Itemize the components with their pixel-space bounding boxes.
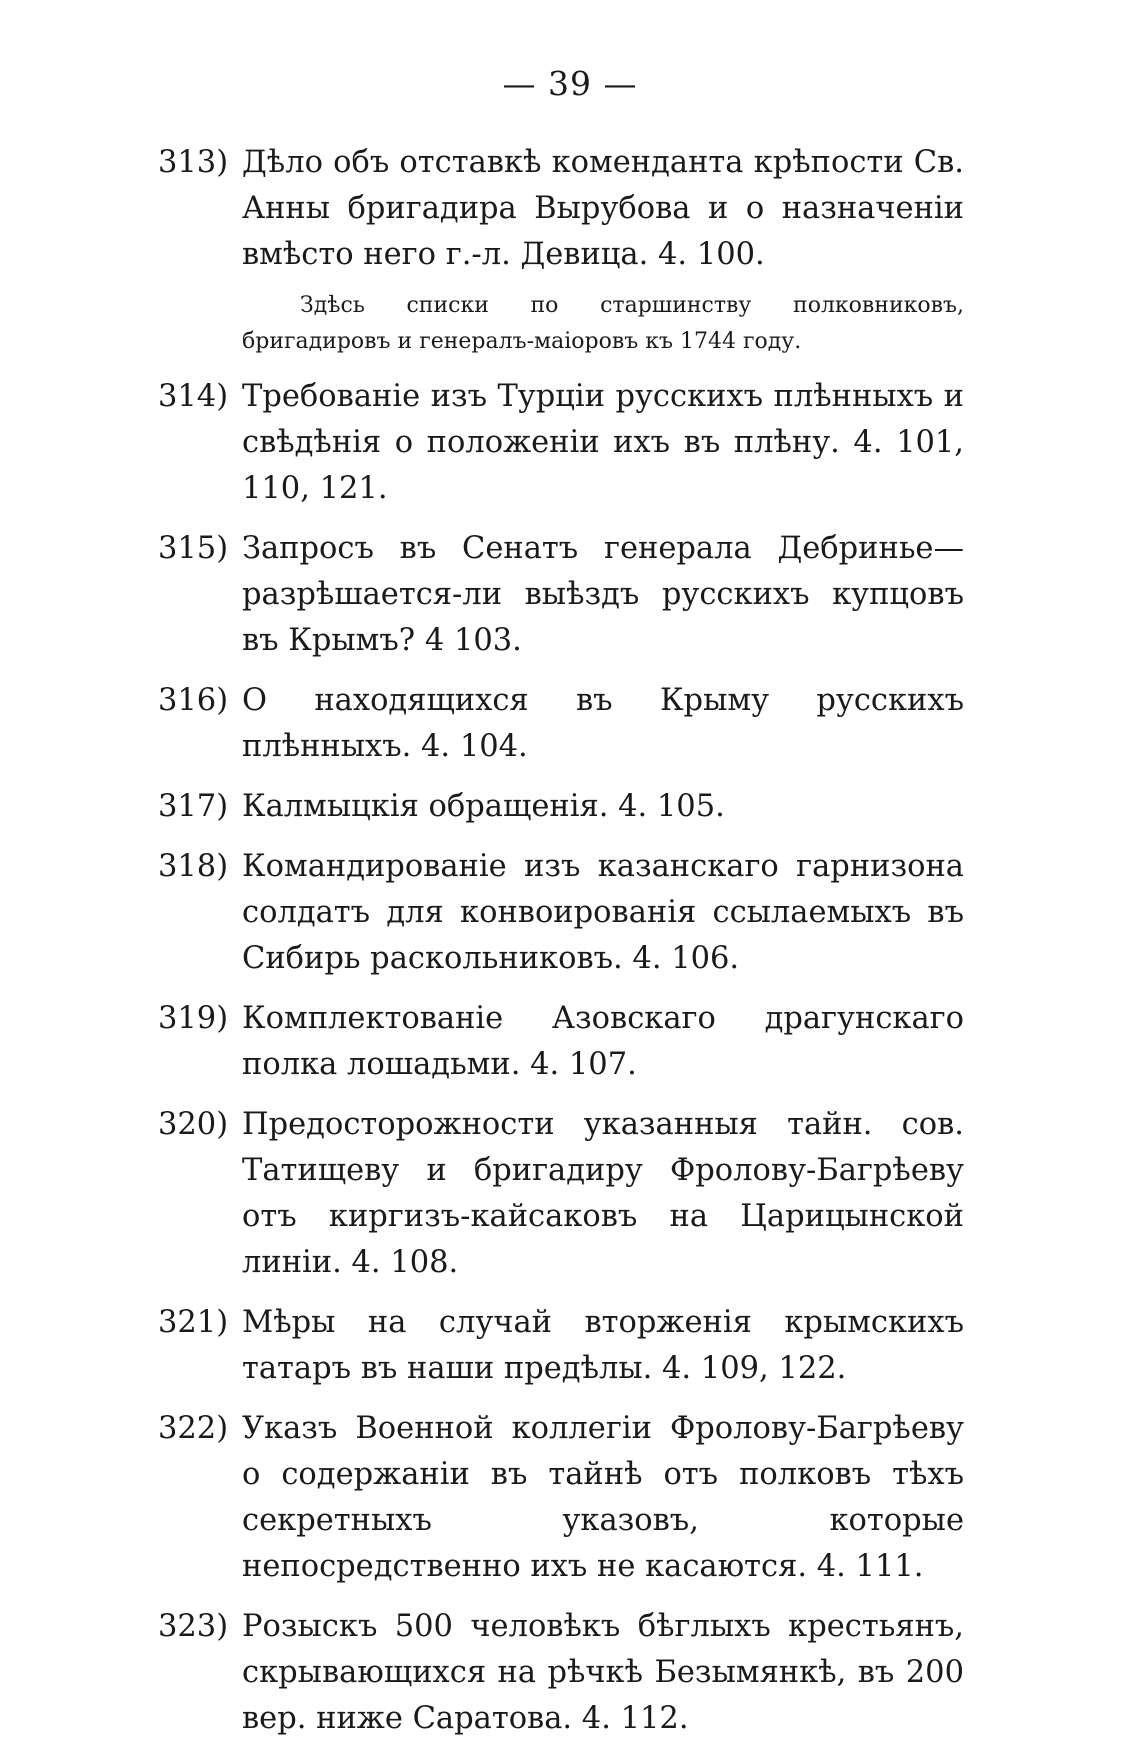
entry-text: Калмыцкія обращенія. 4. 105. bbox=[242, 789, 725, 824]
entry-text: Розыскъ 500 человѣкъ бѣглыхъ крестьянъ, скрывающихся на рѣчкѣ Безымянкѣ, въ 200 вер. ниже Саратова. 4. 112. bbox=[242, 1609, 964, 1736]
entry-number: 323) bbox=[158, 1609, 229, 1644]
entry-number: 320) bbox=[158, 1107, 229, 1142]
page-number: — 39 — bbox=[502, 64, 638, 103]
entry-text: Требованіе изъ Турціи русскихъ плѣнныхъ и свѣдѣнія о положеніи ихъ въ плѣну. 4. 101, 110, 121. bbox=[242, 379, 964, 506]
entry-text: Предосторожности указанныя тайн. сов. Татищеву и бригадиру Фролову-Багрѣеву отъ киргизъ-кайсаковъ на Царицынской линіи. 4. 108. bbox=[242, 1107, 964, 1280]
entry-number: 317) bbox=[158, 789, 229, 824]
entry-text: Командированіе изъ казанскаго гарнизона солдатъ для конвоированія ссылаемыхъ въ Сибирь раскольниковъ. 4. 106. bbox=[242, 849, 964, 976]
entry-text: Указъ Военной коллегіи Фролову-Багрѣеву о содержаніи въ тайнѣ отъ полковъ тѣхъ секретныхъ указовъ, которые непосредственно ихъ не касаются. 4. 111. bbox=[242, 1411, 964, 1584]
entry-text: Комплектованіе Азовскаго драгунскаго полка лошадьми. 4. 107. bbox=[242, 1001, 964, 1082]
entry-number: 313) bbox=[158, 145, 229, 180]
entry-list bbox=[158, 140, 964, 1756]
entry-text: Дѣло объ отставкѣ коменданта крѣпости Св. Анны бригадира Вырубова и о назначеніи вмѣсто него г.-л. Девица. 4. 100. bbox=[242, 145, 964, 272]
list-item bbox=[158, 996, 964, 1088]
list-item bbox=[158, 1604, 964, 1742]
list-item bbox=[158, 678, 964, 770]
entry-text: Мѣры на случай вторженія крымскихъ татаръ въ наши предѣлы. 4. 109, 122. bbox=[242, 1305, 964, 1386]
entry-number: 321) bbox=[158, 1305, 229, 1340]
list-item bbox=[158, 784, 964, 830]
list-item bbox=[158, 140, 964, 360]
list-item bbox=[158, 1102, 964, 1286]
list-item bbox=[158, 1406, 964, 1590]
list-item bbox=[158, 374, 964, 512]
entry-number: 315) bbox=[158, 531, 229, 566]
list-item bbox=[158, 526, 964, 664]
entry-note: Здѣсь списки по старшинству полковниковъ, бригадировъ и генералъ-маіоровъ къ 1744 году. bbox=[242, 293, 964, 354]
entry-number: 322) bbox=[158, 1411, 229, 1446]
entry-text: О находящихся въ Крыму русскихъ плѣнныхъ. 4. 104. bbox=[242, 683, 964, 764]
list-item bbox=[158, 844, 964, 982]
list-item bbox=[158, 1300, 964, 1392]
entry-number: 316) bbox=[158, 683, 229, 718]
entry-number: 314) bbox=[158, 379, 229, 414]
entry-number: 319) bbox=[158, 1001, 229, 1036]
entry-text: Запросъ въ Сенатъ генерала Дебринье—разрѣшается-ли выѣздъ русскихъ купцовъ въ Крымъ? 4 103. bbox=[242, 531, 964, 658]
entry-number: 318) bbox=[158, 849, 229, 884]
